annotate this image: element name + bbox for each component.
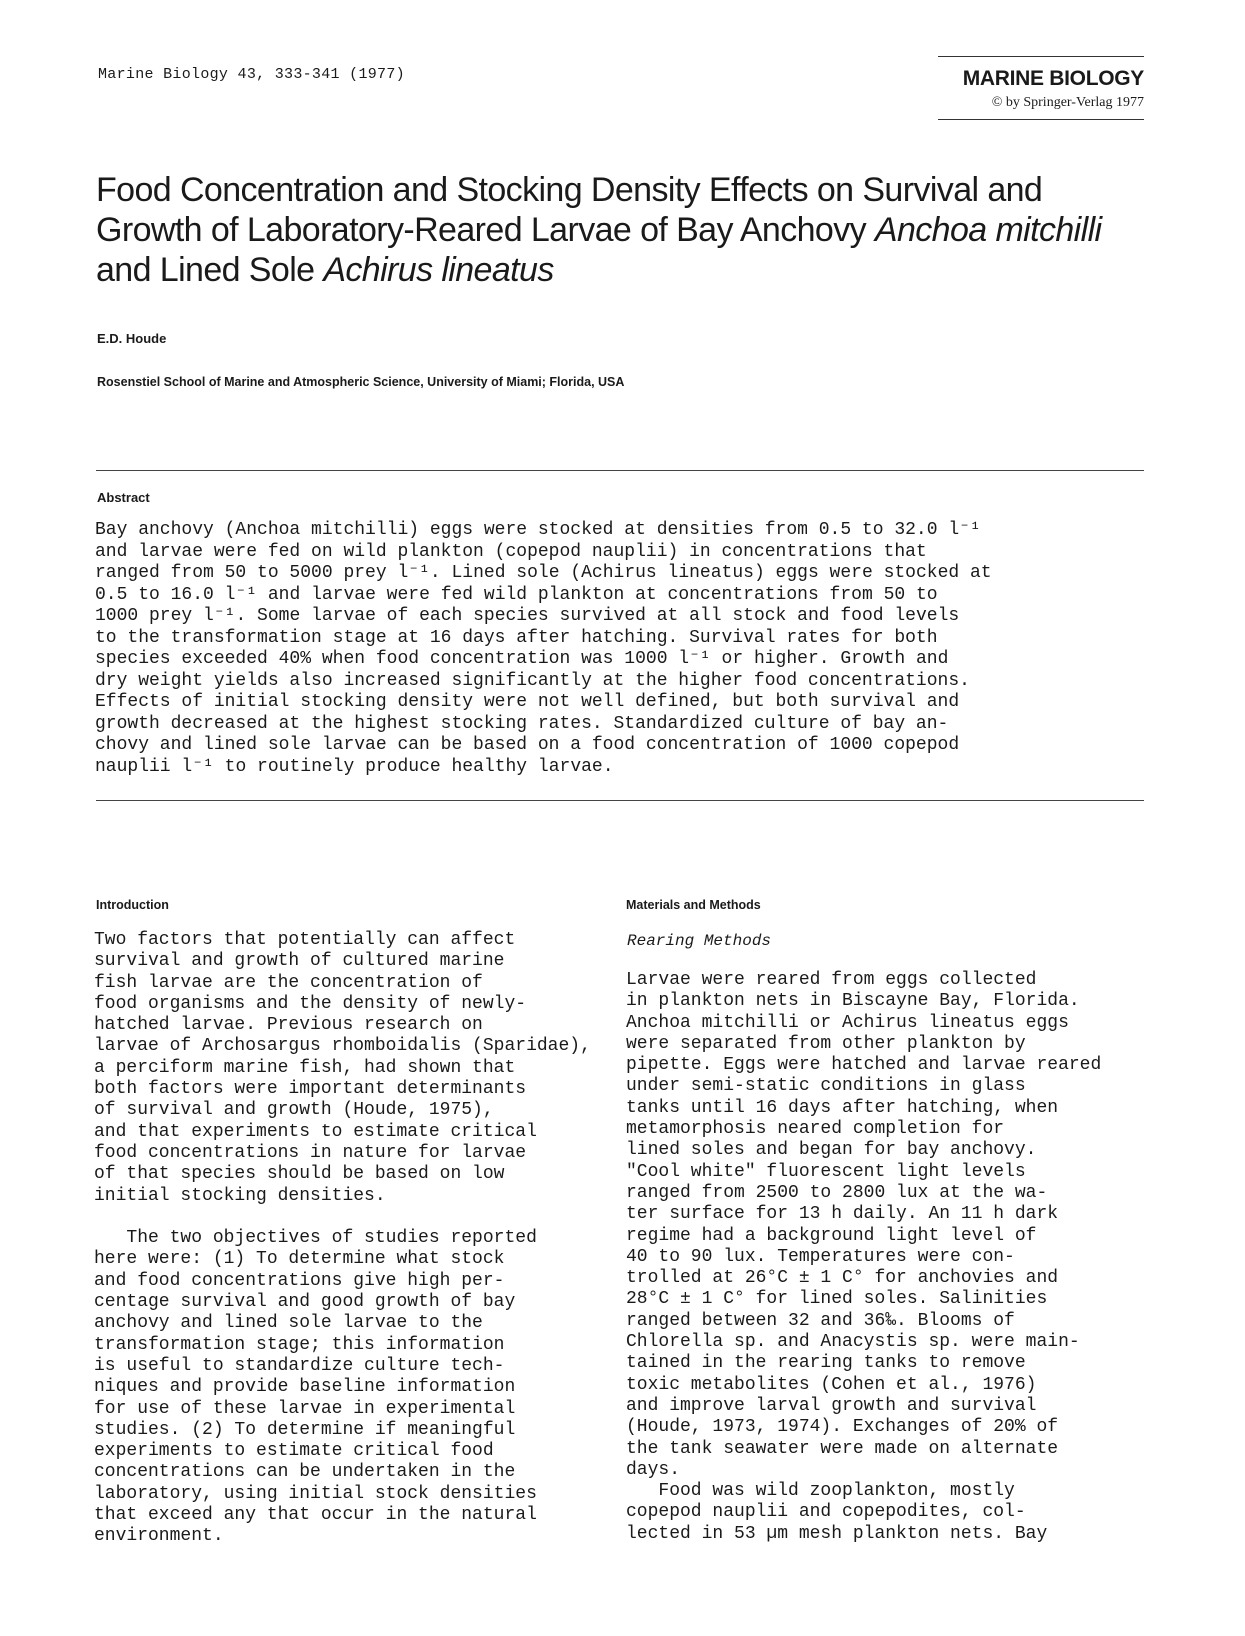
- introduction-line: niques and provide baseline information: [94, 1377, 516, 1398]
- introduction-line: and that experiments to estimate critical: [94, 1121, 537, 1142]
- title-line-3-text: and Lined Sole: [96, 251, 324, 289]
- methods-line: in plankton nets in Biscayne Bay, Florida.: [626, 991, 1080, 1012]
- abstract-line: growth decreased at the highest stocking rates. Standardized culture of bay an-: [95, 713, 949, 734]
- introduction-line: laboratory, using initial stock densities: [94, 1483, 537, 1504]
- introduction-line: fish larvae are the concentration of: [94, 972, 483, 993]
- title-line-2: [96, 210, 1176, 250]
- methods-line: tanks until 16 days after hatching, when: [626, 1097, 1059, 1118]
- author: E.D. Houde: [97, 331, 167, 346]
- brand-top-rule: [938, 56, 1144, 57]
- introduction-line: of survival and growth (Houde, 1975),: [94, 1100, 494, 1121]
- introduction-line: larvae of Archosargus rhomboidalis (Sparidae),: [94, 1036, 591, 1057]
- introduction-line: a perciform marine fish, had shown that: [94, 1057, 516, 1078]
- introduction-line: is useful to standardize culture tech-: [94, 1355, 505, 1376]
- abstract-body: [95, 520, 1145, 778]
- methods-line: Chlorella sp. and Anacystis sp. were main-: [626, 1332, 1080, 1353]
- methods-line: Food was wild zooplankton, mostly: [626, 1481, 1015, 1502]
- methods-line: toxic metabolites (Cohen et al., 1976): [626, 1374, 1037, 1395]
- title-line-1: Food Concentration and Stocking Density Effects on Survival and: [96, 171, 1043, 209]
- methods-line: trolled at 26°C ± 1 C° for anchovies and: [626, 1268, 1059, 1289]
- abstract-line: dry weight yields also increased significantly at the higher food concentrations.: [95, 670, 970, 691]
- abstract-line: Bay anchovy (Anchoa mitchilli) eggs were stocked at densities from 0.5 to 32.0 l⁻¹: [95, 520, 981, 540]
- introduction-line: survival and growth of cultured marine: [94, 951, 505, 972]
- journal-brand-box: [938, 56, 1144, 120]
- introduction-body: [94, 930, 614, 1548]
- abstract-line: ranged from 50 to 5000 prey l⁻¹. Lined sole (Achirus lineatus) eggs were stocked at: [95, 563, 992, 583]
- abstract-line: chovy and lined sole larvae can be based on a food concentration of 1000 copepod: [95, 735, 960, 755]
- abstract-bottom-rule: [96, 800, 1144, 801]
- methods-line: tained in the rearing tanks to remove: [626, 1353, 1026, 1374]
- introduction-line: for use of these larvae in experimental: [94, 1398, 516, 1419]
- methods-line: ranged from 2500 to 2800 lux at the wa-: [626, 1182, 1048, 1203]
- abstract-line: and larvae were fed on wild plankton (copepod nauplii) in concentrations that: [95, 541, 927, 562]
- abstract-top-rule: [96, 470, 1144, 471]
- abstract-line: Effects of initial stocking density were not well defined, but both survival and: [95, 692, 960, 712]
- title-line-2-text: Growth of Laboratory-Reared Larvae of Bay Anchovy: [96, 211, 875, 249]
- introduction-line: studies. (2) To determine if meaningful: [94, 1419, 516, 1440]
- introduction-line: centage survival and good growth of bay: [94, 1292, 516, 1313]
- methods-line: Anchoa mitchilli or Achirus lineatus eggs: [626, 1012, 1069, 1033]
- methods-line: metamorphosis neared completion for: [626, 1119, 1005, 1140]
- methods-line: Larvae were reared from eggs collected: [626, 970, 1037, 990]
- abstract-line: species exceeded 40% when food concentration was 1000 l⁻¹ or higher. Growth and: [95, 649, 949, 669]
- methods-line: under semi-static conditions in glass: [626, 1076, 1026, 1097]
- abstract-line: 0.5 to 16.0 l⁻¹ and larvae were fed wild plankton at concentrations from 50 to: [95, 584, 938, 605]
- introduction-line: that exceed any that occur in the natural: [94, 1505, 537, 1526]
- abstract-line: 1000 prey l⁻¹. Some larvae of each species survived at all stock and food levels: [95, 606, 960, 626]
- methods-line: (Houde, 1973, 1974). Exchanges of 20% of: [626, 1417, 1059, 1438]
- methods-line: lected in 53 µm mesh plankton nets. Bay: [626, 1523, 1048, 1544]
- introduction-line: of that species should be based on low: [94, 1164, 505, 1185]
- rearing-methods-subheading: Rearing Methods: [627, 932, 772, 950]
- introduction-line: [94, 1207, 614, 1228]
- methods-line: and improve larval growth and survival: [626, 1395, 1037, 1416]
- methods-line: ranged between 32 and 36‰. Blooms of: [626, 1310, 1015, 1331]
- journal-reference: Marine Biology 43, 333-341 (1977): [98, 66, 405, 83]
- methods-line: 28°C ± 1 C° for lined soles. Salinities: [626, 1289, 1048, 1310]
- introduction-heading: Introduction: [96, 898, 169, 912]
- methods-line: ter surface for 13 h daily. An 11 h dark: [626, 1204, 1059, 1225]
- abstract-line: to the transformation stage at 16 days after hatching. Survival rates for both: [95, 627, 938, 648]
- introduction-line: concentrations can be undertaken in the: [94, 1462, 516, 1483]
- methods-line: copepod nauplii and copepodites, col-: [626, 1502, 1026, 1523]
- introduction-line: environment.: [94, 1526, 224, 1547]
- introduction-line: The two objectives of studies reported: [94, 1228, 537, 1249]
- title-species-anchovy: Anchoa mitchilli: [874, 211, 1102, 249]
- abstract-heading: Abstract: [97, 490, 150, 505]
- introduction-line: food concentrations in nature for larvae: [94, 1142, 527, 1163]
- abstract-line: nauplii l⁻¹ to routinely produce healthy larvae.: [95, 756, 614, 777]
- methods-line: the tank seawater were made on alternate: [626, 1438, 1059, 1459]
- methods-line: regime had a background light level of: [626, 1225, 1037, 1246]
- introduction-line: Two factors that potentially can affect: [94, 930, 516, 950]
- methods-body: [626, 970, 1146, 1545]
- title-species-sole: Achirus lineatus: [323, 251, 554, 289]
- introduction-line: transformation stage; this information: [94, 1334, 505, 1355]
- methods-line: pipette. Eggs were hatched and larvae reared: [626, 1055, 1102, 1076]
- paper-title: [96, 170, 1176, 290]
- introduction-line: hatched larvae. Previous research on: [94, 1015, 483, 1036]
- methods-line: lined soles and began for bay anchovy.: [626, 1140, 1037, 1161]
- brand-bottom-rule: [938, 119, 1144, 120]
- introduction-line: here were: (1) To determine what stock: [94, 1249, 505, 1270]
- introduction-line: and food concentrations give high per-: [94, 1270, 505, 1291]
- journal-brand: MARINE BIOLOGY: [962, 67, 1144, 90]
- publisher-line: © by Springer-Verlag 1977: [991, 95, 1144, 110]
- methods-line: "Cool white" fluorescent light levels: [626, 1161, 1026, 1182]
- introduction-line: food organisms and the density of newly-: [94, 993, 527, 1014]
- affiliation: Rosenstiel School of Marine and Atmospheric Science, University of Miami; Florida, USA: [97, 375, 625, 389]
- methods-line: 40 to 90 lux. Temperatures were con-: [626, 1246, 1015, 1267]
- title-line-3: [96, 250, 1176, 290]
- methods-heading: Materials and Methods: [626, 898, 761, 912]
- introduction-line: experiments to estimate critical food: [94, 1441, 494, 1462]
- methods-line: days.: [626, 1459, 681, 1480]
- introduction-line: both factors were important determinants: [94, 1079, 527, 1100]
- introduction-line: initial stocking densities.: [94, 1185, 386, 1206]
- introduction-line: anchovy and lined sole larvae to the: [94, 1313, 483, 1334]
- methods-line: were separated from other plankton by: [626, 1033, 1026, 1054]
